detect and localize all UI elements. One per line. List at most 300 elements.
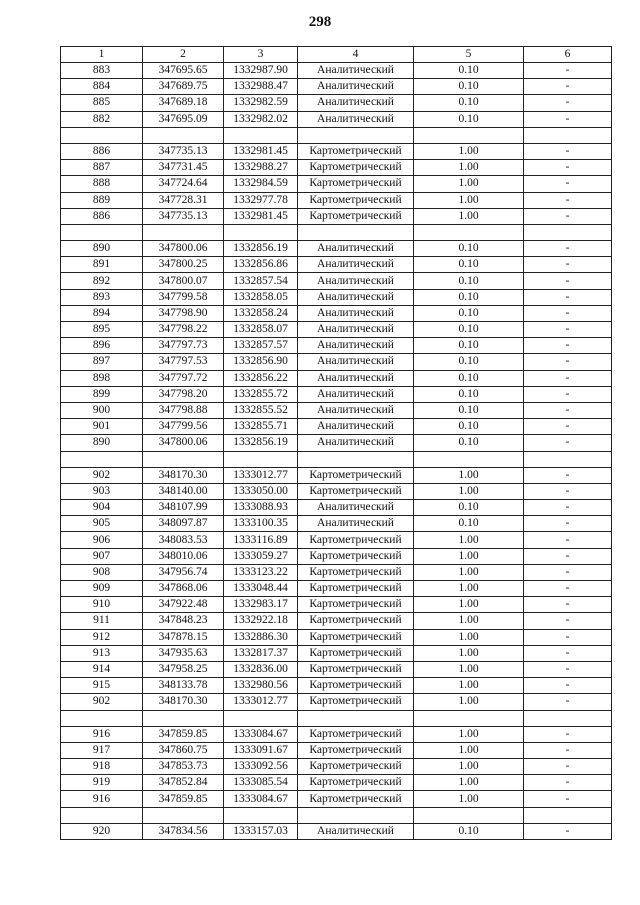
accuracy-cell: 0.10 <box>414 516 524 532</box>
x-coordinate-cell: 347735.13 <box>143 208 224 224</box>
table-row <box>61 111 612 127</box>
x-coordinate-cell: 347958.25 <box>143 661 224 677</box>
note-cell: - <box>524 791 612 807</box>
method-cell: Картометрический <box>298 645 414 661</box>
table-row <box>61 597 612 613</box>
accuracy-cell: 1.00 <box>414 564 524 580</box>
point-number-cell: 884 <box>61 79 143 95</box>
column-header: 1 <box>61 47 143 63</box>
table-row <box>61 564 612 580</box>
note-cell: - <box>524 338 612 354</box>
x-coordinate-cell: 347853.73 <box>143 759 224 775</box>
y-coordinate-cell: 1332857.54 <box>224 273 298 289</box>
point-number-cell: 920 <box>61 823 143 839</box>
empty-cell <box>414 807 524 823</box>
y-coordinate-cell: 1333012.77 <box>224 694 298 710</box>
method-cell: Картометрический <box>298 775 414 791</box>
note-cell: - <box>524 386 612 402</box>
note-cell: - <box>524 581 612 597</box>
point-number-cell: 918 <box>61 759 143 775</box>
empty-cell <box>143 127 224 143</box>
x-coordinate-cell: 347800.06 <box>143 435 224 451</box>
accuracy-cell: 0.10 <box>414 273 524 289</box>
y-coordinate-cell: 1332977.78 <box>224 192 298 208</box>
table-row <box>61 289 612 305</box>
x-coordinate-cell: 347689.75 <box>143 79 224 95</box>
accuracy-cell: 0.10 <box>414 79 524 95</box>
method-cell: Картометрический <box>298 661 414 677</box>
note-cell: - <box>524 208 612 224</box>
note-cell: - <box>524 322 612 338</box>
empty-cell <box>224 807 298 823</box>
point-number-cell: 894 <box>61 305 143 321</box>
method-cell: Картометрический <box>298 564 414 580</box>
method-cell: Аналитический <box>298 305 414 321</box>
y-coordinate-cell: 1333084.67 <box>224 791 298 807</box>
accuracy-cell: 0.10 <box>414 241 524 257</box>
column-header: 4 <box>298 47 414 63</box>
point-number-cell: 899 <box>61 386 143 402</box>
note-cell: - <box>524 419 612 435</box>
y-coordinate-cell: 1332886.30 <box>224 629 298 645</box>
method-cell: Картометрический <box>298 678 414 694</box>
note-cell: - <box>524 305 612 321</box>
table-row <box>61 338 612 354</box>
table-row <box>61 208 612 224</box>
y-coordinate-cell: 1332981.45 <box>224 208 298 224</box>
x-coordinate-cell: 347689.18 <box>143 95 224 111</box>
y-coordinate-cell: 1333092.56 <box>224 759 298 775</box>
column-header: 2 <box>143 47 224 63</box>
y-coordinate-cell: 1333088.93 <box>224 500 298 516</box>
point-number-cell: 910 <box>61 597 143 613</box>
y-coordinate-cell: 1332984.59 <box>224 176 298 192</box>
table-row <box>61 192 612 208</box>
accuracy-cell: 0.10 <box>414 322 524 338</box>
empty-cell <box>524 127 612 143</box>
note-cell: - <box>524 95 612 111</box>
accuracy-cell: 0.10 <box>414 95 524 111</box>
accuracy-cell: 0.10 <box>414 823 524 839</box>
empty-cell <box>524 807 612 823</box>
method-cell: Картометрический <box>298 597 414 613</box>
point-number-cell: 902 <box>61 467 143 483</box>
method-cell: Картометрический <box>298 629 414 645</box>
method-cell: Аналитический <box>298 63 414 79</box>
method-cell: Картометрический <box>298 742 414 758</box>
method-cell: Картометрический <box>298 160 414 176</box>
method-cell: Картометрический <box>298 613 414 629</box>
accuracy-cell: 0.10 <box>414 111 524 127</box>
accuracy-cell: 1.00 <box>414 742 524 758</box>
x-coordinate-cell: 347800.07 <box>143 273 224 289</box>
point-number-cell: 883 <box>61 63 143 79</box>
x-coordinate-cell: 347860.75 <box>143 742 224 758</box>
table-row <box>61 386 612 402</box>
table-row <box>61 95 612 111</box>
note-cell: - <box>524 176 612 192</box>
x-coordinate-cell: 348170.30 <box>143 694 224 710</box>
x-coordinate-cell: 347799.56 <box>143 419 224 435</box>
point-number-cell: 903 <box>61 483 143 499</box>
method-cell: Картометрический <box>298 581 414 597</box>
note-cell: - <box>524 678 612 694</box>
column-header: 5 <box>414 47 524 63</box>
accuracy-cell: 1.00 <box>414 483 524 499</box>
empty-cell <box>61 807 143 823</box>
point-number-cell: 901 <box>61 419 143 435</box>
note-cell: - <box>524 661 612 677</box>
accuracy-cell: 1.00 <box>414 160 524 176</box>
point-number-cell: 912 <box>61 629 143 645</box>
x-coordinate-cell: 347799.58 <box>143 289 224 305</box>
table-separator-row <box>61 127 612 143</box>
table-row <box>61 694 612 710</box>
point-number-cell: 913 <box>61 645 143 661</box>
method-cell: Картометрический <box>298 532 414 548</box>
table-row <box>61 581 612 597</box>
y-coordinate-cell: 1333012.77 <box>224 467 298 483</box>
note-cell: - <box>524 629 612 645</box>
method-cell: Картометрический <box>298 694 414 710</box>
method-cell: Аналитический <box>298 338 414 354</box>
method-cell: Картометрический <box>298 726 414 742</box>
x-coordinate-cell: 347848.23 <box>143 613 224 629</box>
y-coordinate-cell: 1333050.00 <box>224 483 298 499</box>
accuracy-cell: 0.10 <box>414 435 524 451</box>
note-cell: - <box>524 548 612 564</box>
coordinates-table <box>60 46 612 840</box>
method-cell: Аналитический <box>298 322 414 338</box>
x-coordinate-cell: 347834.56 <box>143 823 224 839</box>
x-coordinate-cell: 347731.45 <box>143 160 224 176</box>
note-cell: - <box>524 273 612 289</box>
table-row <box>61 613 612 629</box>
y-coordinate-cell: 1333084.67 <box>224 726 298 742</box>
method-cell: Аналитический <box>298 289 414 305</box>
point-number-cell: 890 <box>61 435 143 451</box>
y-coordinate-cell: 1332856.19 <box>224 435 298 451</box>
x-coordinate-cell: 347798.22 <box>143 322 224 338</box>
x-coordinate-cell: 347797.53 <box>143 354 224 370</box>
point-number-cell: 885 <box>61 95 143 111</box>
table-row <box>61 467 612 483</box>
point-number-cell: 916 <box>61 726 143 742</box>
method-cell: Аналитический <box>298 273 414 289</box>
y-coordinate-cell: 1332987.90 <box>224 63 298 79</box>
x-coordinate-cell: 348140.00 <box>143 483 224 499</box>
table-row <box>61 500 612 516</box>
note-cell: - <box>524 241 612 257</box>
accuracy-cell: 1.00 <box>414 176 524 192</box>
y-coordinate-cell: 1332855.52 <box>224 402 298 418</box>
empty-cell <box>298 710 414 726</box>
point-number-cell: 919 <box>61 775 143 791</box>
point-number-cell: 896 <box>61 338 143 354</box>
accuracy-cell: 1.00 <box>414 597 524 613</box>
table-row <box>61 435 612 451</box>
y-coordinate-cell: 1333059.27 <box>224 548 298 564</box>
table-row <box>61 402 612 418</box>
method-cell: Картометрический <box>298 208 414 224</box>
point-number-cell: 886 <box>61 143 143 159</box>
point-number-cell: 909 <box>61 581 143 597</box>
y-coordinate-cell: 1333123.22 <box>224 564 298 580</box>
note-cell: - <box>524 160 612 176</box>
accuracy-cell: 1.00 <box>414 791 524 807</box>
empty-cell <box>143 807 224 823</box>
x-coordinate-cell: 347797.73 <box>143 338 224 354</box>
x-coordinate-cell: 347852.84 <box>143 775 224 791</box>
x-coordinate-cell: 347878.15 <box>143 629 224 645</box>
y-coordinate-cell: 1332983.17 <box>224 597 298 613</box>
table-row <box>61 305 612 321</box>
point-number-cell: 914 <box>61 661 143 677</box>
x-coordinate-cell: 347800.25 <box>143 257 224 273</box>
point-number-cell: 915 <box>61 678 143 694</box>
empty-cell <box>224 451 298 467</box>
note-cell: - <box>524 402 612 418</box>
empty-cell <box>414 710 524 726</box>
table-body <box>61 63 612 840</box>
table-row <box>61 516 612 532</box>
note-cell: - <box>524 775 612 791</box>
y-coordinate-cell: 1333157.03 <box>224 823 298 839</box>
point-number-cell: 886 <box>61 208 143 224</box>
x-coordinate-cell: 348010.06 <box>143 548 224 564</box>
empty-cell <box>143 224 224 240</box>
point-number-cell: 908 <box>61 564 143 580</box>
method-cell: Аналитический <box>298 257 414 273</box>
method-cell: Картометрический <box>298 143 414 159</box>
accuracy-cell: 0.10 <box>414 289 524 305</box>
point-number-cell: 888 <box>61 176 143 192</box>
note-cell: - <box>524 79 612 95</box>
x-coordinate-cell: 347728.31 <box>143 192 224 208</box>
note-cell: - <box>524 370 612 386</box>
accuracy-cell: 0.10 <box>414 257 524 273</box>
method-cell: Аналитический <box>298 500 414 516</box>
table-row <box>61 775 612 791</box>
note-cell: - <box>524 111 612 127</box>
y-coordinate-cell: 1333048.44 <box>224 581 298 597</box>
table-header-row <box>61 47 612 63</box>
x-coordinate-cell: 347695.65 <box>143 63 224 79</box>
note-cell: - <box>524 192 612 208</box>
method-cell: Аналитический <box>298 354 414 370</box>
accuracy-cell: 1.00 <box>414 678 524 694</box>
x-coordinate-cell: 347859.85 <box>143 726 224 742</box>
x-coordinate-cell: 347797.72 <box>143 370 224 386</box>
empty-cell <box>414 127 524 143</box>
x-coordinate-cell: 347798.88 <box>143 402 224 418</box>
accuracy-cell: 1.00 <box>414 143 524 159</box>
point-number-cell: 882 <box>61 111 143 127</box>
table-row <box>61 726 612 742</box>
empty-cell <box>61 127 143 143</box>
x-coordinate-cell: 348133.78 <box>143 678 224 694</box>
y-coordinate-cell: 1332856.22 <box>224 370 298 386</box>
point-number-cell: 890 <box>61 241 143 257</box>
note-cell: - <box>524 726 612 742</box>
point-number-cell: 897 <box>61 354 143 370</box>
note-cell: - <box>524 694 612 710</box>
table-row <box>61 742 612 758</box>
x-coordinate-cell: 347798.20 <box>143 386 224 402</box>
y-coordinate-cell: 1332856.19 <box>224 241 298 257</box>
empty-cell <box>61 451 143 467</box>
empty-cell <box>414 224 524 240</box>
accuracy-cell: 0.10 <box>414 386 524 402</box>
point-number-cell: 905 <box>61 516 143 532</box>
point-number-cell: 889 <box>61 192 143 208</box>
method-cell: Аналитический <box>298 79 414 95</box>
empty-cell <box>224 224 298 240</box>
y-coordinate-cell: 1332858.24 <box>224 305 298 321</box>
table-row <box>61 532 612 548</box>
point-number-cell: 904 <box>61 500 143 516</box>
empty-cell <box>524 710 612 726</box>
point-number-cell: 917 <box>61 742 143 758</box>
empty-cell <box>298 807 414 823</box>
empty-cell <box>61 224 143 240</box>
y-coordinate-cell: 1332855.71 <box>224 419 298 435</box>
x-coordinate-cell: 348097.87 <box>143 516 224 532</box>
method-cell: Картометрический <box>298 548 414 564</box>
empty-cell <box>224 127 298 143</box>
note-cell: - <box>524 823 612 839</box>
table-row <box>61 645 612 661</box>
table-row <box>61 661 612 677</box>
y-coordinate-cell: 1332988.27 <box>224 160 298 176</box>
table-separator-row <box>61 224 612 240</box>
accuracy-cell: 1.00 <box>414 661 524 677</box>
accuracy-cell: 1.00 <box>414 548 524 564</box>
note-cell: - <box>524 532 612 548</box>
table-separator-row <box>61 451 612 467</box>
note-cell: - <box>524 759 612 775</box>
table-row <box>61 548 612 564</box>
accuracy-cell: 0.10 <box>414 63 524 79</box>
method-cell: Картометрический <box>298 759 414 775</box>
note-cell: - <box>524 516 612 532</box>
note-cell: - <box>524 645 612 661</box>
accuracy-cell: 1.00 <box>414 208 524 224</box>
y-coordinate-cell: 1332858.07 <box>224 322 298 338</box>
y-coordinate-cell: 1332922.18 <box>224 613 298 629</box>
note-cell: - <box>524 143 612 159</box>
method-cell: Аналитический <box>298 95 414 111</box>
y-coordinate-cell: 1332857.57 <box>224 338 298 354</box>
y-coordinate-cell: 1332981.45 <box>224 143 298 159</box>
note-cell: - <box>524 63 612 79</box>
x-coordinate-cell: 348107.99 <box>143 500 224 516</box>
point-number-cell: 898 <box>61 370 143 386</box>
table-row <box>61 176 612 192</box>
note-cell: - <box>524 354 612 370</box>
accuracy-cell: 1.00 <box>414 192 524 208</box>
empty-cell <box>524 451 612 467</box>
method-cell: Аналитический <box>298 419 414 435</box>
method-cell: Аналитический <box>298 516 414 532</box>
table-row <box>61 791 612 807</box>
column-header: 3 <box>224 47 298 63</box>
accuracy-cell: 1.00 <box>414 532 524 548</box>
table-row <box>61 257 612 273</box>
method-cell: Аналитический <box>298 241 414 257</box>
table-row <box>61 759 612 775</box>
table-row <box>61 823 612 839</box>
point-number-cell: 902 <box>61 694 143 710</box>
x-coordinate-cell: 347735.13 <box>143 143 224 159</box>
x-coordinate-cell: 347956.74 <box>143 564 224 580</box>
table-row <box>61 678 612 694</box>
method-cell: Аналитический <box>298 823 414 839</box>
accuracy-cell: 0.10 <box>414 370 524 386</box>
y-coordinate-cell: 1332980.56 <box>224 678 298 694</box>
point-number-cell: 907 <box>61 548 143 564</box>
method-cell: Аналитический <box>298 386 414 402</box>
table-row <box>61 241 612 257</box>
empty-cell <box>298 451 414 467</box>
x-coordinate-cell: 347922.48 <box>143 597 224 613</box>
page-number: 298 <box>308 14 332 30</box>
y-coordinate-cell: 1333100.35 <box>224 516 298 532</box>
note-cell: - <box>524 289 612 305</box>
note-cell: - <box>524 564 612 580</box>
empty-cell <box>298 224 414 240</box>
table-separator-row <box>61 807 612 823</box>
method-cell: Картометрический <box>298 791 414 807</box>
accuracy-cell: 1.00 <box>414 759 524 775</box>
x-coordinate-cell: 347798.90 <box>143 305 224 321</box>
accuracy-cell: 1.00 <box>414 775 524 791</box>
table-row <box>61 483 612 499</box>
y-coordinate-cell: 1332856.90 <box>224 354 298 370</box>
y-coordinate-cell: 1332817.37 <box>224 645 298 661</box>
accuracy-cell: 0.10 <box>414 402 524 418</box>
table-row <box>61 273 612 289</box>
point-number-cell: 895 <box>61 322 143 338</box>
method-cell: Аналитический <box>298 402 414 418</box>
table-row <box>61 160 612 176</box>
y-coordinate-cell: 1332858.05 <box>224 289 298 305</box>
note-cell: - <box>524 742 612 758</box>
note-cell: - <box>524 257 612 273</box>
accuracy-cell: 0.10 <box>414 419 524 435</box>
table-separator-row <box>61 710 612 726</box>
table-row <box>61 79 612 95</box>
accuracy-cell: 0.10 <box>414 354 524 370</box>
y-coordinate-cell: 1333085.54 <box>224 775 298 791</box>
accuracy-cell: 1.00 <box>414 467 524 483</box>
point-number-cell: 916 <box>61 791 143 807</box>
y-coordinate-cell: 1332856.86 <box>224 257 298 273</box>
accuracy-cell: 1.00 <box>414 581 524 597</box>
y-coordinate-cell: 1333091.67 <box>224 742 298 758</box>
empty-cell <box>524 224 612 240</box>
method-cell: Картометрический <box>298 467 414 483</box>
table-row <box>61 143 612 159</box>
x-coordinate-cell: 347868.06 <box>143 581 224 597</box>
x-coordinate-cell: 348170.30 <box>143 467 224 483</box>
point-number-cell: 911 <box>61 613 143 629</box>
table-row <box>61 63 612 79</box>
empty-cell <box>143 710 224 726</box>
column-header: 6 <box>524 47 612 63</box>
empty-cell <box>414 451 524 467</box>
point-number-cell: 892 <box>61 273 143 289</box>
